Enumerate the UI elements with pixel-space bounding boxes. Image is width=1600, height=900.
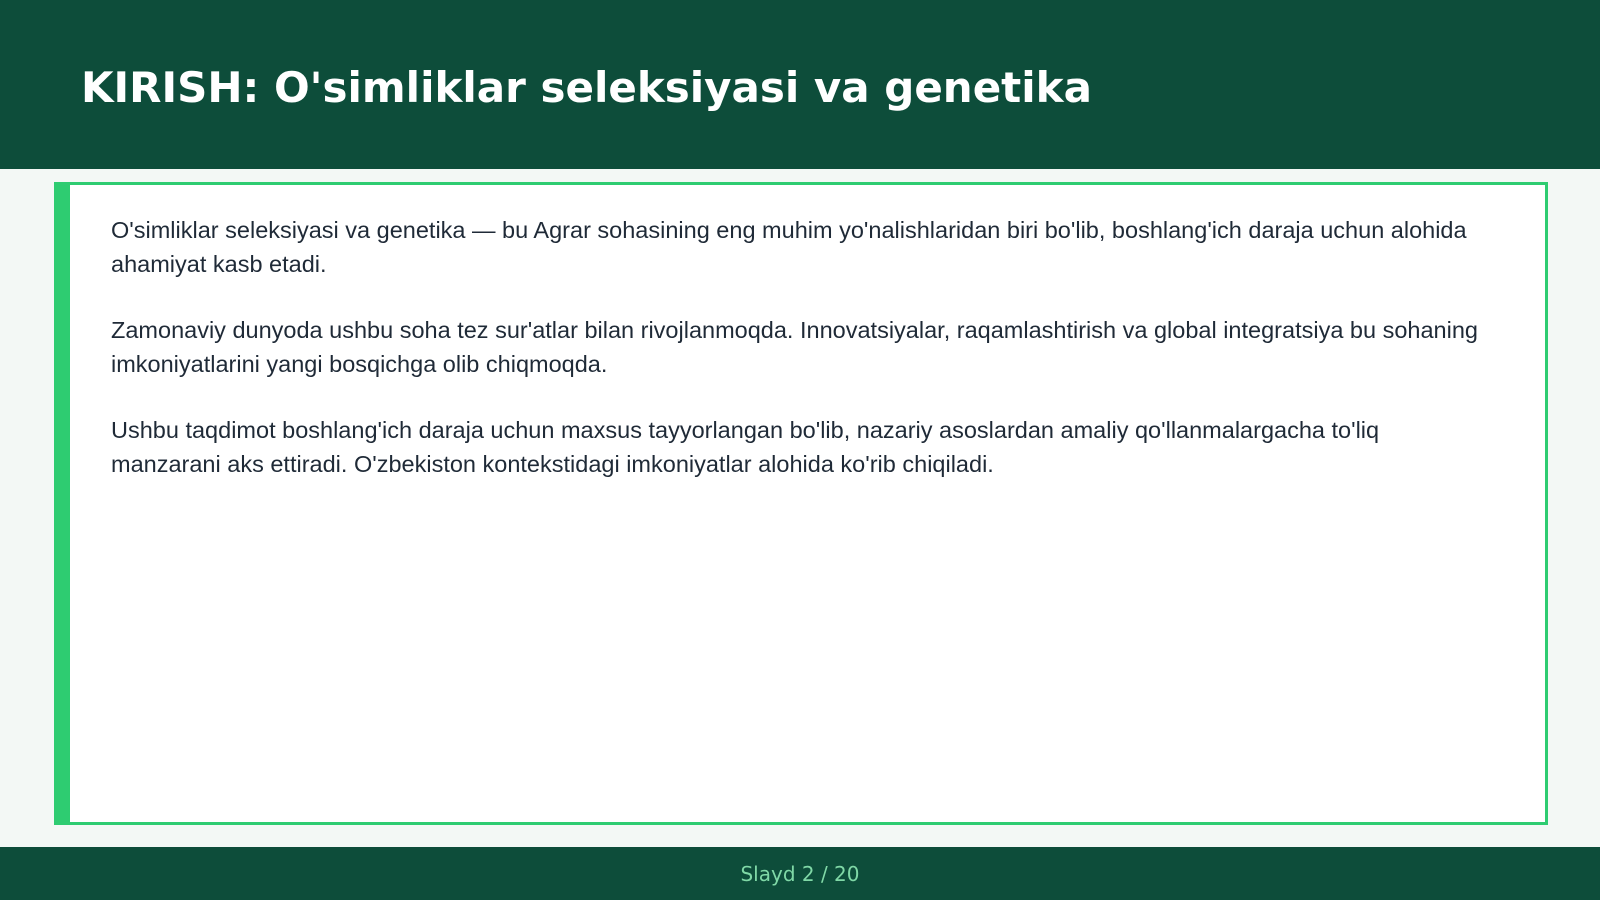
slide-title: KIRISH: O'simliklar seleksiyasi va genetika [81, 63, 1092, 112]
paragraph-intro: O'simliklar seleksiyasi va genetika — bu Agrar sohasining eng muhim yo'nalishlaridan biri bo'lib, boshlang'ich daraja uchun alohida ahamiyat kasb etadi. [111, 217, 1467, 277]
paragraph-presentation-scope: Ushbu taqdimot boshlang'ich daraja uchun maxsus tayyorlangan bo'lib, nazariy asoslardan amaliy qo'llanmalargacha to'liq manzarani aks ettiradi. O'zbekiston kontekstidagi imkoniyatlar alohida ko'rib chiqiladi. [111, 417, 1380, 477]
paragraph-modern-world: Zamonaviy dunyoda ushbu soha tez sur'atlar bilan rivojlanmoqda. Innovatsiyalar, raqamlashtirish va global integratsiya bu sohaning imkoniyatlarini yangi bosqichga olib chiqmoqda. [111, 317, 1478, 377]
slide-number: Slayd 2 / 20 [740, 862, 860, 886]
slide-header [0, 0, 1600, 169]
content-body [111, 213, 1491, 513]
